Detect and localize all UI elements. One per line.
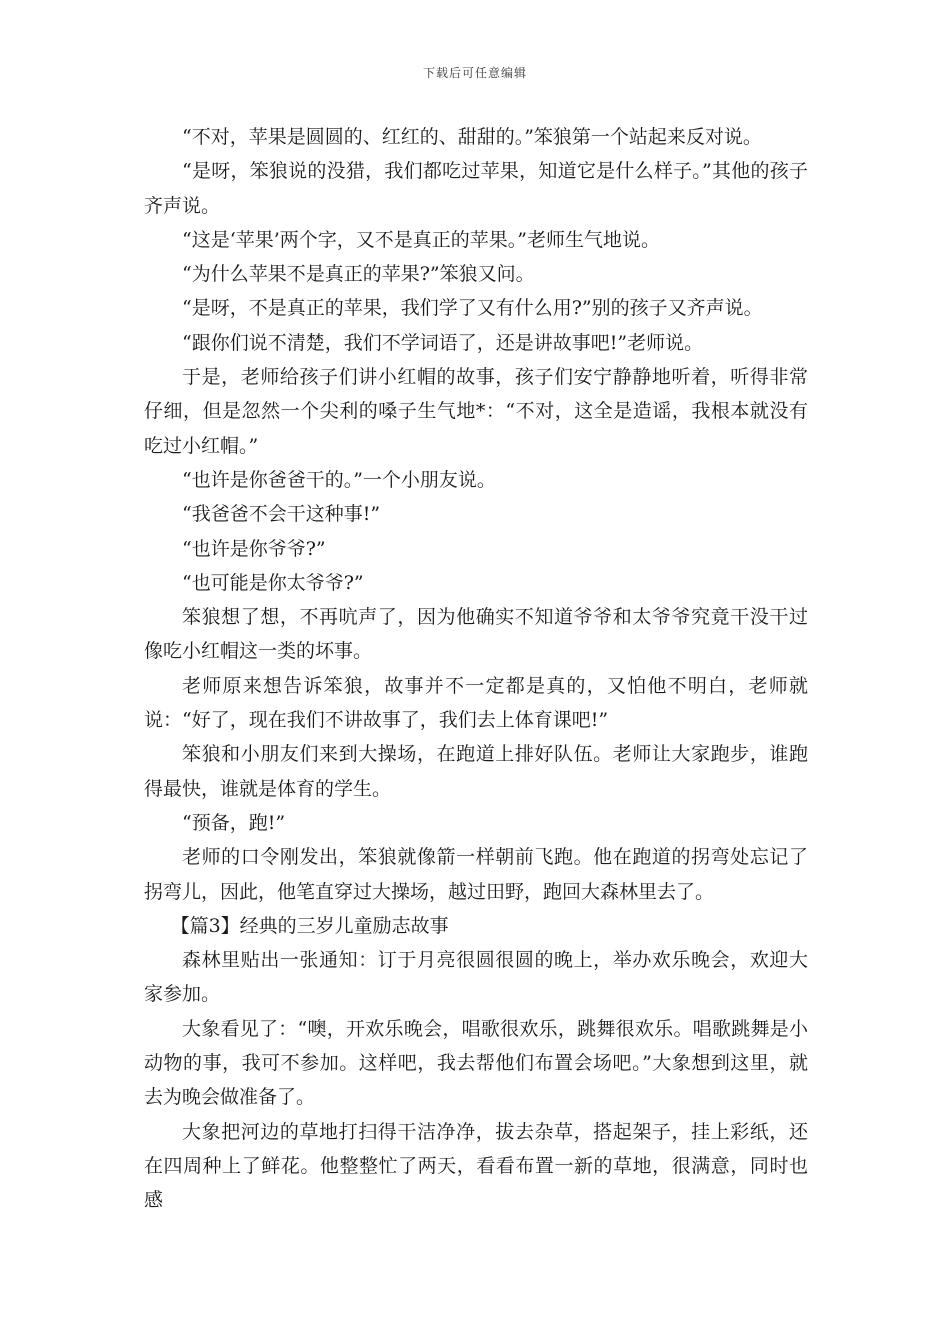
section-heading: 【篇3】经典的三岁儿童励志故事 <box>170 914 449 937</box>
paragraph: 大象把河边的草地打扫得干洁净净，拔去杂草，搭起架子，挂上彩纸，还在四周种上了鲜花。他整整忙了两天，看看布置一新的草地，很满意，同时也感 <box>144 1120 808 1212</box>
paragraph: “也可能是你太爷爷?” <box>182 571 364 594</box>
page-header: 下载后可任意编辑 <box>422 66 527 80</box>
paragraph: 笨狼想了想，不再吭声了，因为他确实不知道爷爷和太爷爷究竟干没干过像吃小红帽这一类的坏事。 <box>144 606 808 663</box>
paragraph: 于是，老师给孩子们讲小红帽的故事，孩子们安宁静静地听着，听得非常仔细，但是忽然一个尖利的嗓子生气地*：“不对，这全是造谣，我根本就没有吃过小红帽。” <box>144 366 808 457</box>
paragraph: “也许是你爸爸干的。”一个小朋友说。 <box>182 468 496 491</box>
paragraph: 笨狼和小朋友们来到大操场，在跑道上排好队伍。老师让大家跑步，谁跑得最快，谁就是体育的学生。 <box>144 743 808 800</box>
paragraph: “是呀，笨狼说的没猎，我们都吃过苹果，知道它是什么样子。”其他的孩子齐声说。 <box>144 160 808 217</box>
paragraph: “是呀，不是真正的苹果，我们学了又有什么用?”别的孩子又齐声说。 <box>182 297 763 320</box>
document-body <box>144 120 808 1218</box>
paragraph: “这是‘苹果’两个字，又不是真正的苹果。”老师生气地说。 <box>182 228 661 251</box>
paragraph: “也许是你爷爷?” <box>182 537 326 560</box>
paragraph: “不对，苹果是圆圆的、红红的、甜甜的。”笨狼第一个站起来反对说。 <box>182 126 762 148</box>
paragraph: 森林里贴出一张通知：订于月亮很圆很圆的晚上，举办欢乐晚会，欢迎大家参加。 <box>144 949 808 1006</box>
paragraph: “为什么苹果不是真正的苹果?”笨狼又问。 <box>182 263 535 286</box>
paragraph: “预备，跑!” <box>182 811 286 834</box>
paragraph: “跟你们说不清楚，我们不学词语了，还是讲故事吧!”老师说。 <box>182 331 704 354</box>
paragraph: 大象看见了：“噢，开欢乐晚会，唱歌很欢乐，跳舞很欢乐。唱歌跳舞是小动物的事，我可不参加。这样吧，我去帮他们布置会场吧。”大象想到这里，就去为晚会做准备了。 <box>144 1017 808 1109</box>
paragraph: 老师的口令刚发出，笨狼就像箭一样朝前飞跑。他在跑道的拐弯处忘记了拐弯儿，因此，他笔直穿过大操场，越过田野，跑回大森林里去了。 <box>144 846 808 903</box>
paragraph: “我爸爸不会干这种事!” <box>182 503 381 526</box>
paragraph: 老师原来想告诉笨狼，故事并不一定都是真的，又怕他不明白，老师就说：“好了，现在我们不讲故事了，我们去上体育课吧!” <box>144 674 808 732</box>
